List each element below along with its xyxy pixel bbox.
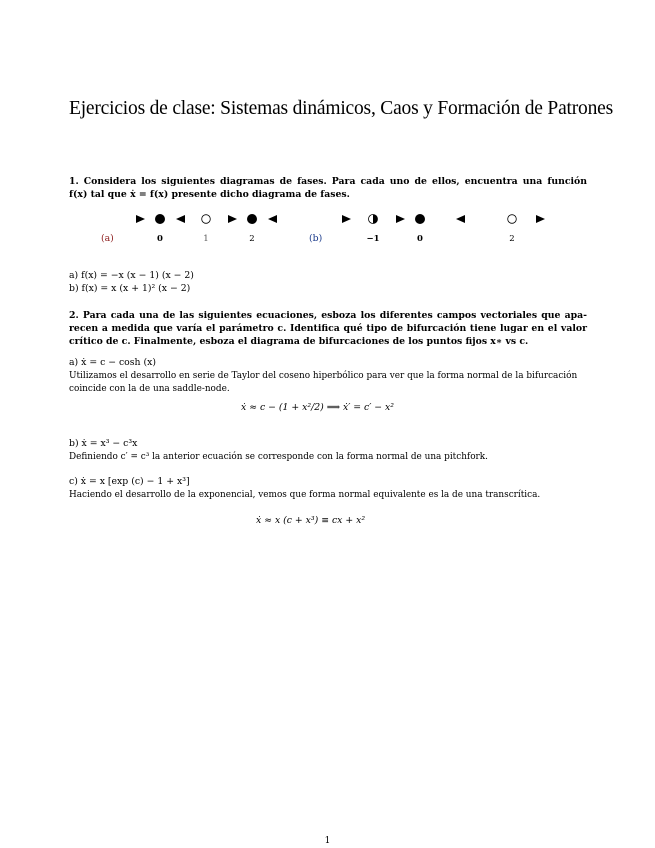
q2-a-display-text: ẋ ≈ c − (1 + x²/2) ⟹ ẋ′ = c′ − x² — [241, 402, 395, 413]
q2-b-text: Definiendo c′ = c³ la anterior ecuación se corresponde con la forma normal de una pitchfork. — [69, 452, 488, 462]
q2-b-equation: b) ẋ = x³ − c³x — [69, 438, 138, 449]
diagram-a-label: (a) — [101, 233, 114, 244]
diagram-a-tick: 0 — [157, 234, 163, 244]
q1-line1: 1. Considera los siguientes diagramas de fases. Para cada uno de ellos, encuentra una función — [69, 176, 587, 187]
q2-c-equation: c) ẋ = x [exp (c) − 1 + x³] — [69, 476, 190, 487]
arrow-left-icon — [456, 215, 465, 223]
half-stable-fill — [373, 215, 378, 224]
unstable-point-icon — [508, 215, 517, 224]
q2-line2: recen a medida que varía el parámetro c. Identifica qué tipo de bifurcación tiene lugar en el valor — [69, 323, 587, 334]
q2-a-text-line1: Utilizamos el desarrollo en serie de Taylor del coseno hiperbólico para ver que la forma normal de la bifurcación — [69, 371, 578, 381]
stable-point-icon — [247, 214, 257, 224]
q1-answer-b: b) f(x) = x (x + 1)² (x − 2) — [69, 283, 191, 294]
diagram-b-tick: 0 — [417, 234, 423, 244]
arrow-right-icon — [228, 215, 237, 223]
arrow-left-icon — [268, 215, 277, 223]
diagram-b-tick: 2 — [509, 234, 515, 244]
diagram-a — [101, 214, 277, 244]
page-title: Ejercicios de clase: Sistemas dinámicos, Caos y Formación de Patrones — [69, 98, 613, 119]
q2-line1: 2. Para cada una de las siguientes ecuaciones, esboza los diferentes campos vectoriales que apa- — [69, 310, 587, 321]
stable-point-icon — [415, 214, 425, 224]
q2-line3: crítico de c. Finalmente, esboza el diagrama de bifurcaciones de los puntos fijos x∗ vs c. — [69, 336, 529, 347]
q2-c-display-equation: ẋ ≈ x (c + x³) ≡ cx + x² — [256, 515, 366, 526]
diagram-a-tick: 1 — [203, 234, 209, 244]
diagram-a-tick: 2 — [249, 234, 255, 244]
q2-c-text: Haciendo el desarrollo de la exponencial, vemos que forma normal equivalente es la de una transcrítica. — [69, 490, 541, 500]
arrow-right-icon — [342, 215, 351, 223]
q1-line2: f(x) tal que ẋ = f(x) presente dicho diagrama de fases. — [69, 189, 350, 200]
stable-point-icon — [155, 214, 165, 224]
diagram-b-tick: −1 — [366, 234, 380, 244]
q2-a-text-line2: coincide con la de una saddle-node. — [69, 384, 230, 394]
q1-answer-a: a) f(x) = −x (x − 1) (x − 2) — [69, 270, 194, 281]
unstable-point-icon — [202, 215, 211, 224]
arrow-right-icon — [396, 215, 405, 223]
arrow-right-icon — [136, 215, 145, 223]
diagram-b-label: (b) — [309, 233, 323, 244]
q2-a-equation: a) ẋ = c − cosh (x) — [69, 357, 156, 368]
diagram-b — [309, 214, 545, 244]
q2-a-display-equation — [241, 402, 394, 413]
phase-diagrams — [69, 210, 589, 250]
arrow-right-icon — [536, 215, 545, 223]
page-number: 1 — [324, 836, 331, 846]
arrow-left-icon — [176, 215, 185, 223]
